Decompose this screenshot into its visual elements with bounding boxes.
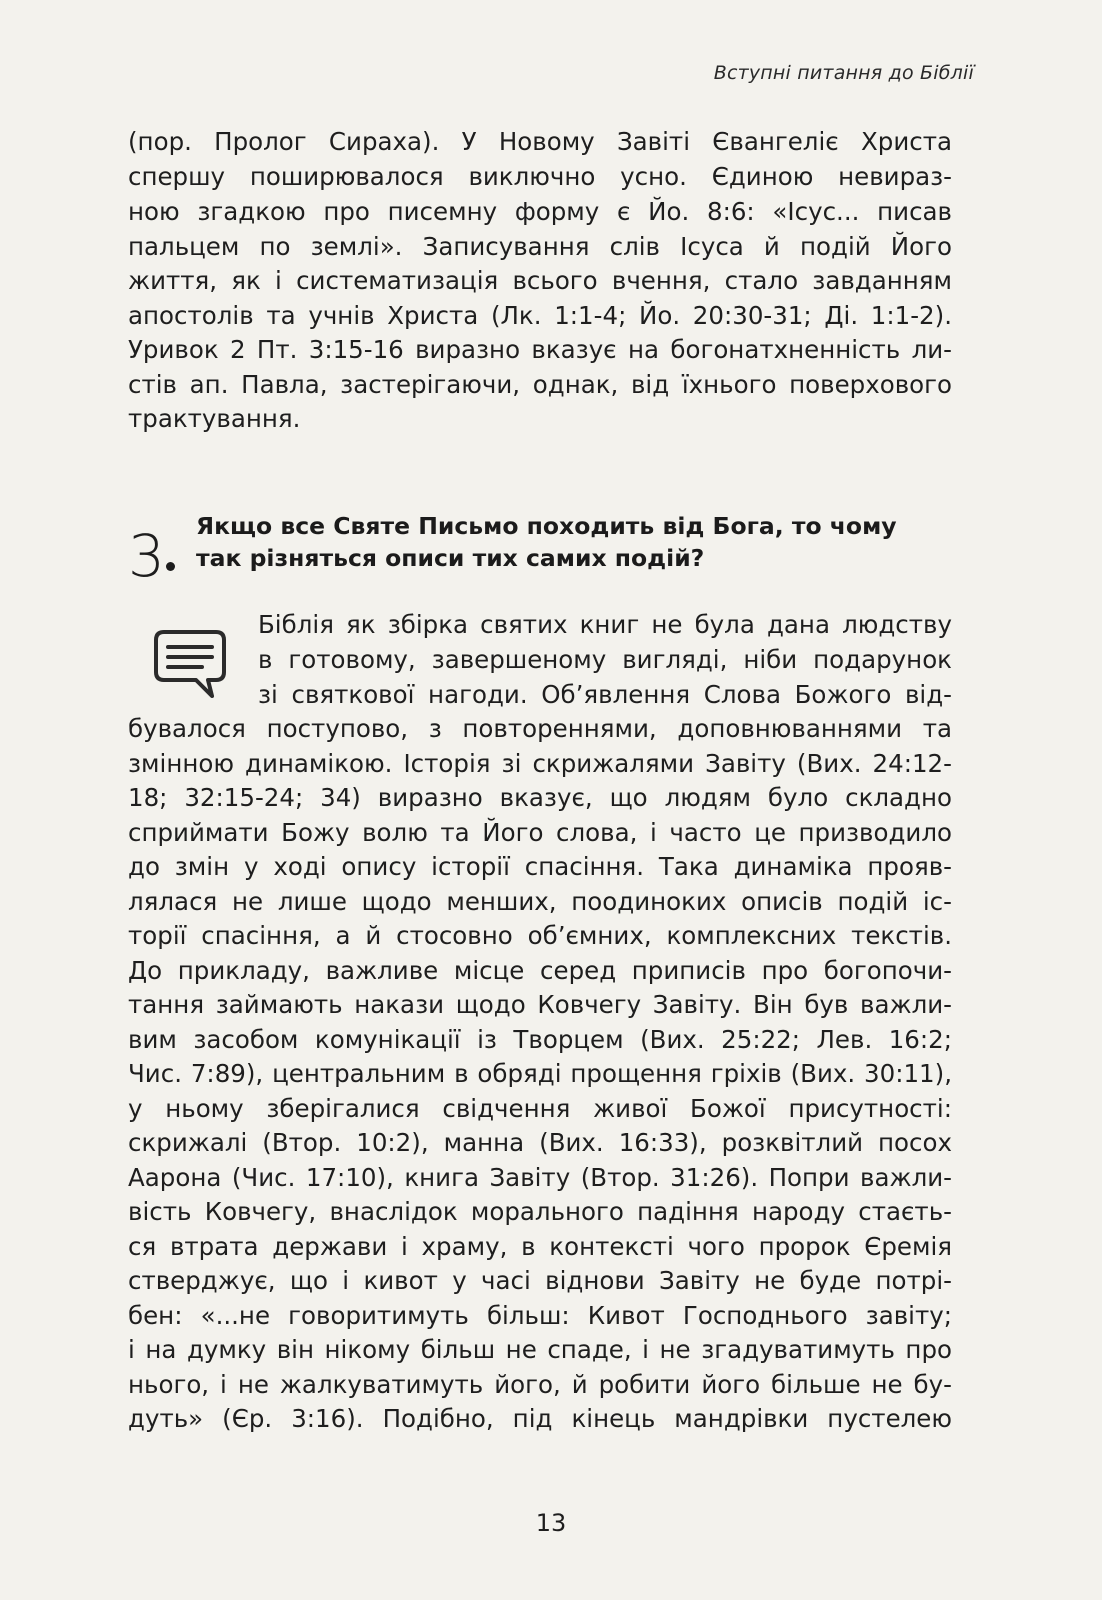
running-head: Вступні питання до Біблії: [713, 62, 974, 84]
page-number: 13: [535, 1509, 567, 1537]
text-line: вим засобом комунікації із Творцем (Вих. 25:22; Лев. 16:2;: [128, 1025, 952, 1054]
text-line: стверджує, що і кивот у часі віднови Завіту не буде потрі-: [128, 1266, 952, 1295]
text-line: стів ап. Павла, застерігаючи, однак, від їхнього поверхового: [128, 370, 952, 399]
text-line: і на думку він нікому більш не спаде, і не згадуватимуть про: [128, 1335, 952, 1364]
text-line: тання займають накази щодо Ковчегу Завіту. Він був важли-: [128, 990, 952, 1019]
text-line: пальцем по землі». Записування слів Ісуса й подій Його: [128, 232, 952, 261]
text-line: до змін у ході опису історії спасіння. Така динаміка прояв-: [128, 852, 952, 881]
text-line: життя, як і систематизація всього вчення, стало завданням: [128, 266, 952, 295]
text-line: Аарона (Чис. 17:10), книга Завіту (Втор. 31:26). Попри важли-: [128, 1163, 952, 1192]
text-line: До прикладу, важливе місце серед приписів про богопочи-: [128, 956, 952, 985]
text-line: торії спасіння, а й стосовно об’ємних, комплексних текстів.: [128, 921, 952, 950]
text-line: Чис. 7:89), центральним в обряді прощення гріхів (Вих. 30:11),: [128, 1059, 952, 1088]
question-line: Якщо все Святе Письмо походить від Бога, то чому: [196, 512, 897, 540]
text-line: бувалося поступово, з повтореннями, доповнюваннями та: [128, 714, 952, 743]
text-line: ною згадкою про писемну форму є Йо. 8:6: «Ісус... писав: [128, 197, 952, 226]
text-line: дуть» (Єр. 3:16). Подібно, під кінець мандрівки пустелею: [128, 1404, 952, 1433]
text-line: скрижалі (Втор. 10:2), манна (Вих. 16:33), розквітлий посох: [128, 1128, 952, 1157]
text-line: 18; 32:15-24; 34) виразно вказує, що людям було складно: [128, 783, 952, 812]
text-line: ся втрата держави і храму, в контексті чого пророк Єремія: [128, 1232, 952, 1261]
text-line: лялася не лише щодо менших, поодиноких описів подій іс-: [128, 887, 952, 916]
text-line: Біблія як збірка святих книг не була дана людству: [258, 610, 952, 639]
text-line: змінною динамікою. Історія зі скрижалями Завіту (Вих. 24:12-: [128, 749, 952, 778]
text-line: вість Ковчегу, внаслідок морального падіння народу стаєть-: [128, 1197, 952, 1226]
speech-bubble-icon: [150, 626, 232, 704]
text-line: трактування.: [128, 404, 301, 433]
text-line: нього, і не жалкуватимуть його, й робити його більше не бу-: [128, 1370, 952, 1399]
text-line: спершу поширювалося виключно усно. Єдиною невираз-: [128, 162, 952, 191]
question-number: 3: [128, 522, 165, 590]
question-line: так різняться описи тих самих подій?: [196, 544, 705, 572]
text-line: (пор. Пролог Сираха). У Новому Завіті Євангеліє Христа: [128, 127, 952, 156]
text-line: у ньому зберігалися свідчення живої Божої присутності:: [128, 1094, 952, 1123]
text-line: в готовому, завершеному вигляді, ніби подарунок: [258, 645, 952, 674]
text-line: апостолів та учнів Христа (Лк. 1:1-4; Йо. 20:30-31; Ді. 1:1-2).: [128, 301, 952, 330]
question-number-dot: [166, 562, 175, 571]
text-line: сприймати Божу волю та Його слова, і часто це призводило: [128, 818, 952, 847]
text-line: бен: «...не говоритимуть більш: Кивот Господнього завіту;: [128, 1301, 952, 1330]
text-line: зі святкової нагоди. Об’явлення Слова Божого від-: [258, 680, 952, 709]
text-line: Уривок 2 Пт. 3:15-16 виразно вказує на богонатхненність ли-: [128, 335, 952, 364]
